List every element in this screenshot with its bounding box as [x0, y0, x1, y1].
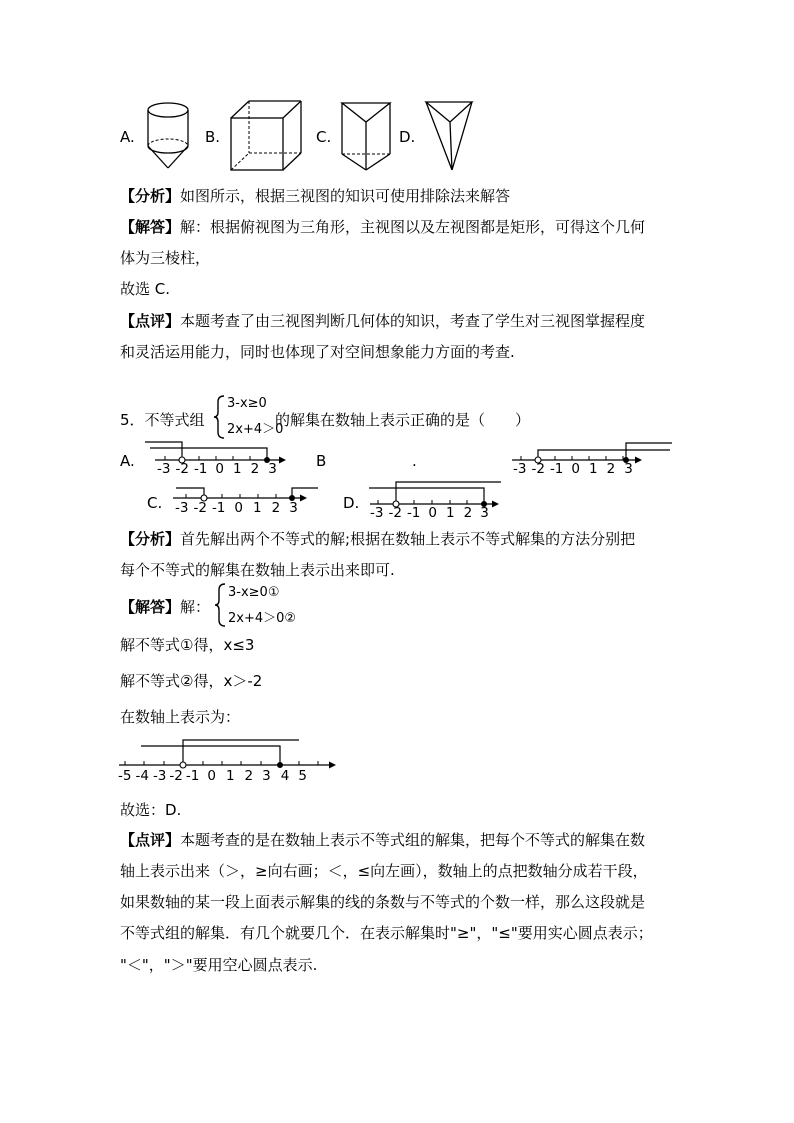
- axis-labels-solution: -5 -4 -3 -2 -1 0 1 2 3 4 5: [118, 768, 307, 784]
- q5-option-d-label: D.: [343, 494, 360, 512]
- q4-answer-line1: [120, 217, 645, 237]
- q5-comment-line2: 轴上表示出来（＞，≥向右画；＜，≤向左画），数轴上的点把数轴分成若干段，: [120, 862, 648, 880]
- answer-prefix: 解：: [180, 598, 211, 616]
- option-b-label: B.: [205, 128, 221, 146]
- q5-option-b-dot: .: [412, 452, 417, 470]
- option-d-label: D.: [399, 128, 416, 146]
- q4-answer-line2: 体为三棱柱，: [120, 249, 211, 267]
- left-brace-icon: [213, 582, 227, 628]
- q5-stem-suffix: 的解集在数轴上表示正确的是（ ）: [275, 411, 531, 429]
- q5-comment-line1: [120, 830, 645, 850]
- axis-labels-d: -3 -2 -1 0 1 2 3: [370, 505, 489, 521]
- triangular-pyramid-figure: [422, 98, 482, 174]
- q5-choice: 故选：D.: [120, 801, 182, 819]
- q4-analysis: [120, 186, 510, 206]
- analysis-tag: 【分析】: [120, 187, 181, 205]
- q5-step2: 解不等式②得，x＞-2: [120, 672, 263, 690]
- comment-text: 本题考查的是在数轴上表示不等式组的解集，把每个不等式的解集在数: [180, 831, 646, 849]
- option-c-label: C.: [316, 128, 332, 146]
- q5-ineq1: 3-x≥0: [227, 396, 267, 411]
- analysis-text: 首先解出两个不等式的解;根据在数轴上表示不等式解集的方法分别把: [180, 530, 636, 548]
- q5-comment-line5: "＜"，"＞"要用空心圆点表示.: [120, 956, 318, 974]
- q5-option-b-label: B: [316, 452, 327, 470]
- axis-labels-b: -3 -2 -1 0 1 2 3: [513, 461, 633, 477]
- q5-comment-line4: 不等式组的解集．有几个就要几个．在表示解集时"≥"，"≤"要用实心圆点表示；: [120, 924, 653, 942]
- cylinder-cone-figure: [140, 98, 200, 174]
- axis-labels-a: -3 -2 -1 0 1 2 3: [157, 461, 277, 477]
- q5-option-a-label: A.: [120, 452, 135, 470]
- answer-tag: 【解答】: [120, 598, 181, 616]
- answer-tag: 【解答】: [120, 218, 181, 236]
- analysis-text: 如图所示，根据三视图的知识可使用排除法来解答: [180, 187, 511, 205]
- q4-comment-line2: 和灵活运用能力，同时也体现了对空间想象能力方面的考查.: [120, 343, 515, 361]
- q5-answer-head: [120, 596, 210, 617]
- comment-text: 本题考查了由三视图判断几何体的知识，考查了学生对三视图掌握程度: [180, 312, 646, 330]
- q5-analysis-line2: 每个不等式的解集在数轴上表示出来即可.: [120, 561, 395, 579]
- comment-tag: 【点评】: [120, 831, 181, 849]
- q5-analysis-line1: [120, 529, 635, 549]
- cube-figure: [226, 98, 306, 174]
- comment-tag: 【点评】: [120, 312, 181, 330]
- q4-choice: 故选 C.: [120, 280, 171, 298]
- option-a-label: A.: [120, 128, 135, 146]
- triangular-prism-figure: [338, 98, 398, 174]
- answer-text: 解：根据俯视图为三角形，主视图以及左视图都是矩形，可得这个几何: [180, 218, 646, 236]
- q5-comment-line3: 如果数轴的某一段上面表示解集的线的条数与不等式的个数一样，那么这段就是: [120, 893, 646, 911]
- axis-labels-c: -3 -2 -1 0 1 2 3: [175, 500, 298, 516]
- q5-ineq2: 2x+4＞0: [227, 422, 284, 437]
- q5-option-c-label: C.: [147, 494, 163, 512]
- left-brace-icon: [212, 394, 226, 440]
- q5-sys-ineq1: 3-x≥0①: [228, 585, 280, 600]
- q5-step3: 在数轴上表示为：: [120, 708, 241, 726]
- q4-comment-line1: [120, 311, 645, 331]
- q5-sys-ineq2: 2x+4＞0②: [228, 611, 297, 626]
- analysis-tag: 【分析】: [120, 530, 181, 548]
- q5-step1: 解不等式①得，x≤3: [120, 636, 255, 654]
- q5-stem-prefix: 5．不等式组: [120, 411, 205, 429]
